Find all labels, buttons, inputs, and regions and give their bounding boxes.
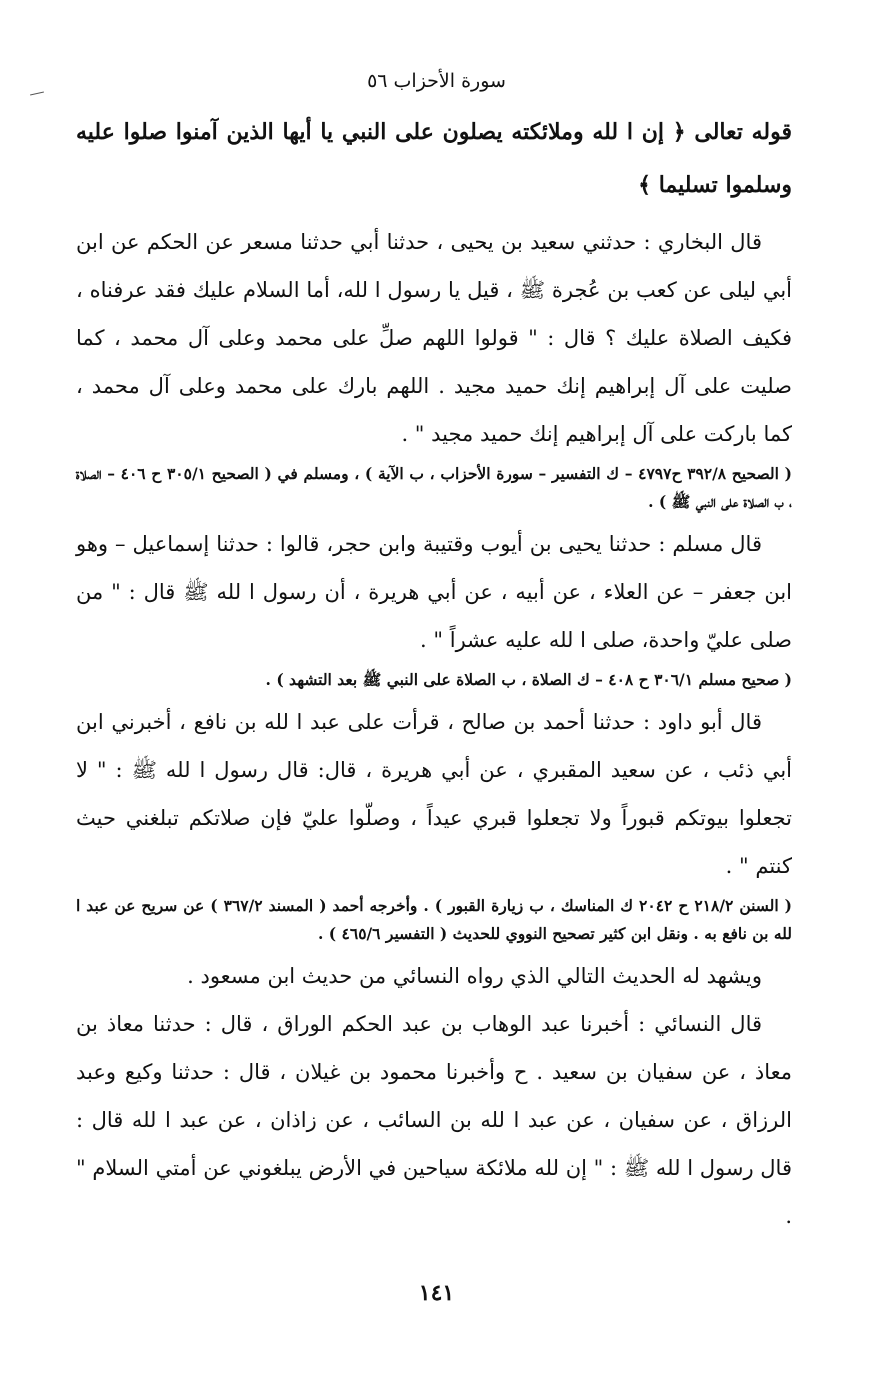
page-number: ١٤١: [418, 1280, 455, 1306]
hadith-nasai: قال النسائي : أخبرنا عبد الوهاب بن عبد الحكم الوراق ، قال : حدثنا معاذ بن معاذ ، عن سفيان بن سعيد . ح وأخبرنا محمود بن غيلان ، قال : حدثنا وكيع وعبد الرزاق ، عن سفيان ، عن عبد ا لله بن السائب ، عن زاذان ، عن عبد ا لله قال : قال رسول ا لله ﷺ : " إن لله ملائكة سياحين في الأرض يبلغوني عن أمتي السلام " .: [76, 1012, 792, 1228]
reference-muslim: ( صحيح مسلم ٣٠٦/١ ح ٤٠٨ – ك الصلاة ، ب الصلاة على النبي ﷺ بعد التشهد ) .: [265, 670, 792, 689]
reference-bukhari: ( الصحيح ٣٩٢/٨ ح٤٧٩٧ – ك التفسير – سورة الأحزاب ، ب الآية ) ، ومسلم في ( الصحيح ٣٠٥/١ ح ٤٠٦ – الصلاة ، ب الصلاة على النبي ﷺ ) .: [76, 464, 792, 511]
hadith-bukhari: قال البخاري : حدثني سعيد بن يحيى ، حدثنا أبي حدثنا مسعر عن الحكم عن ابن أبي ليلى عن كعب بن عُجرة ﷺ ، قيل يا رسول ا لله، أما السلام عليك فقد عرفناه ، فكيف الصلاة عليك ؟ قال : " قولوا اللهم صلِّ على محمد وعلى آل محمد ، كما صليت على آل إبراهيم إنك حميد مجيد . اللهم بارك على محمد وعلى آل محمد ، كما باركت على آل إبراهيم إنك حميد مجيد " .: [76, 230, 792, 446]
verse-heading: قوله تعالى ﴿ إن ا لله وملائكته يصلون على النبي يا أيها الذين آمنوا صلوا عليه وسلموا تسليما ﴾: [76, 119, 792, 198]
witness-note: ويشهد له الحديث التالي الذي رواه النسائي من حديث ابن مسعود .: [187, 964, 762, 988]
hadith-muslim: قال مسلم : حدثنا يحيى بن أيوب وقتيبة وابن حجر، قالوا : حدثنا إسماعيل – وهو ابن جعفر – عن العلاء ، عن أبيه ، عن أبي هريرة ، أن رسول ا لله ﷺ قال : " من صلى عليّ واحدة، صلى ا لله عليه عشراً " .: [76, 532, 792, 652]
margin-mark: [30, 92, 44, 96]
running-header: سورة الأحزاب ٥٦: [367, 70, 506, 92]
reference-abu-dawud: ( السنن ٢١٨/٢ ح ٢٠٤٢ ك المناسك ، ب زيارة القبور ) . وأخرجه أحمد ( المسند ٣٦٧/٢ ) عن سريح عن عبد ا لله بن نافع به . ونقل ابن كثير تصحيح النووي للحديث ( التفسير ٤٦٥/٦ ) .: [76, 896, 792, 943]
page-body: [76, 106, 792, 1240]
hadith-abu-dawud: قال أبو داود : حدثنا أحمد بن صالح ، قرأت على عبد ا لله بن نافع ، أخبرني ابن أبي ذئب ، عن سعيد المقبري ، عن أبي هريرة ، قال: قال رسول ا لله ﷺ : " لا تجعلوا بيوتكم قبوراً ولا تجعلوا قبري عيداً ، وصلّوا عليّ فإن صلاتكم تبلغني حيث كنتم " .: [76, 710, 792, 878]
